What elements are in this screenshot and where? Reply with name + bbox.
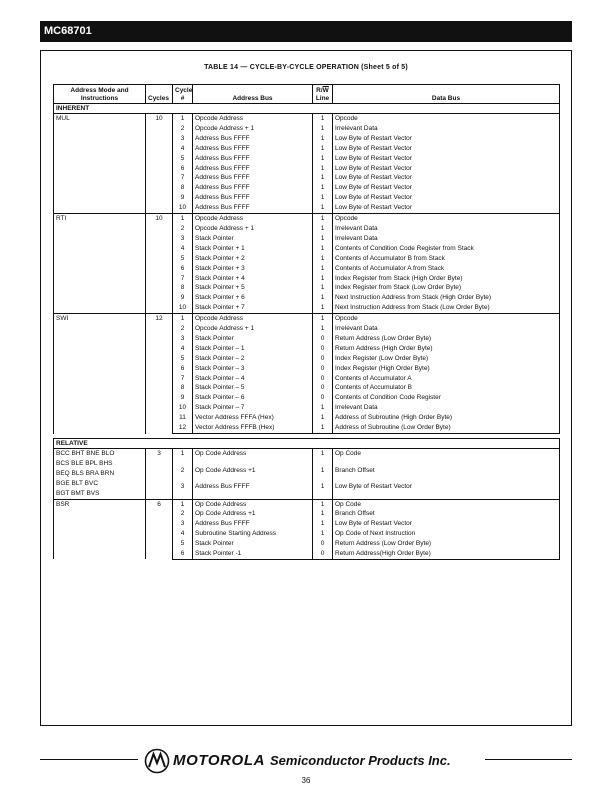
address-bus: Stack Pointer -1 [193,549,313,559]
cycle-number: 9 [173,193,193,203]
data-bus: Low Byte of Restart Vector [333,173,560,183]
data-bus: Address of Subroutine (High Order Byte) [333,413,560,423]
cycle-number: 5 [173,254,193,264]
data-bus: Low Byte of Restart Vector [333,193,560,203]
footer-rule-left [40,759,138,760]
address-bus: Stack Pointer – 4 [193,374,313,384]
cycle-number: 6 [173,364,193,374]
cycle-number: 1 [173,499,193,509]
data-bus: Index Register (High Order Byte) [333,364,560,374]
data-bus: Irrelevant Data [333,124,560,134]
rw-line: 1 [313,482,333,499]
data-bus: Return Address(High Order Byte) [333,549,560,559]
rw-line: 1 [313,203,333,213]
cycles-count: 3 [146,449,173,500]
cycles-count: 12 [146,314,173,434]
page-header [40,21,572,42]
cycle-number: 2 [173,509,193,519]
rw-line: 1 [313,293,333,303]
address-bus: Opcode Address [193,314,313,324]
data-bus: Contents of Accumulator A [333,374,560,384]
cycle-number: 1 [173,114,193,124]
rw-label-r: R/ [316,87,323,94]
cycle-number: 3 [173,482,193,499]
col-header-rw-line [313,85,333,104]
cycle-number: 6 [173,164,193,174]
address-bus: Stack Pointer [193,539,313,549]
rw-line: 1 [313,529,333,539]
data-bus: Contents of Condition Code Register from Stack [333,244,560,254]
instruction-mode: SWI [54,314,146,434]
header-title: MC68701 [44,25,92,37]
cycle-number: 1 [173,214,193,224]
rw-line: 1 [313,303,333,313]
data-bus: Branch Offset [333,466,560,482]
col-header-mode: Address Mode and Instructions [54,85,146,104]
section-title: RELATIVE [54,439,560,449]
address-bus: Address Bus FFFF [193,154,313,164]
data-bus: Op Code [333,449,560,466]
data-bus: Irrelevant Data [333,224,560,234]
data-bus: Index Register from Stack (High Order Byte) [333,274,560,284]
col-header-data-bus: Data Bus [333,85,560,104]
address-bus: Opcode Address + 1 [193,324,313,334]
cycle-number: 6 [173,264,193,274]
rw-line: 1 [313,449,333,466]
data-bus: Contents of Accumulator A from Stack [333,264,560,274]
cycle-number: 2 [173,224,193,234]
cycle-number: 3 [173,134,193,144]
data-bus: Address of Subroutine (Low Order Byte) [333,423,560,433]
address-bus: Stack Pointer + 1 [193,244,313,254]
cycle-number: 5 [173,539,193,549]
address-bus: Subroutine Starting Address [193,529,313,539]
cycle-number: 12 [173,423,193,433]
rw-line: 0 [313,364,333,374]
instruction-mode: MUL [54,114,146,214]
rw-line: 1 [313,254,333,264]
address-bus: Address Bus FFFF [193,164,313,174]
data-bus: Low Byte of Restart Vector [333,482,560,499]
address-bus: Stack Pointer + 3 [193,264,313,274]
rw-line: 1 [313,154,333,164]
rw-line: 1 [313,274,333,284]
footer [40,745,572,773]
address-bus: Stack Pointer – 2 [193,354,313,364]
cycle-number: 1 [173,314,193,324]
cycle-number: 1 [173,449,193,466]
rw-line: 1 [313,114,333,124]
address-bus: Stack Pointer – 6 [193,393,313,403]
cycles-count: 10 [146,214,173,314]
cycle-number: 5 [173,154,193,164]
address-bus: Stack Pointer – 7 [193,403,313,413]
cycle-number: 3 [173,234,193,244]
address-bus: Stack Pointer – 3 [193,364,313,374]
rw-line: 0 [313,393,333,403]
data-bus: Branch Offset [333,509,560,519]
table-row [54,214,560,224]
cycle-table [53,84,560,560]
data-bus: Irrelevant Data [333,403,560,413]
data-bus: Contents of Accumulator B from Stack [333,254,560,264]
cycle-number: 2 [173,324,193,334]
cycles-count: 10 [146,114,173,214]
col-header-cycle-num: Cycle # [173,85,193,104]
rw-line: 1 [313,509,333,519]
address-bus: Opcode Address + 1 [193,124,313,134]
rw-line: 1 [313,519,333,529]
data-bus: Return Address (Low Order Byte) [333,334,560,344]
rw-line: 1 [313,466,333,482]
table-header-row [54,85,560,104]
data-bus: Opcode [333,114,560,124]
cycle-number: 9 [173,393,193,403]
table-title: TABLE 14 — CYCLE-BY-CYCLE OPERATION (Sheet 5 of 5) [204,64,408,71]
col-header-cycles: Cycles [146,85,173,104]
motorola-logo-icon [144,748,170,774]
address-bus: Address Bus FFFF [193,144,313,154]
instruction-mode: RTI [54,214,146,314]
cycle-number: 7 [173,374,193,384]
rw-line: 0 [313,539,333,549]
address-bus: Address Bus FFFF [193,193,313,203]
cycles-count: 6 [146,499,173,559]
rw-line: 1 [313,324,333,334]
address-bus: Address Bus FFFF [193,519,313,529]
cycle-number: 4 [173,344,193,354]
address-bus: Address Bus FFFF [193,173,313,183]
table-row [54,499,560,509]
address-bus: Stack Pointer – 5 [193,383,313,393]
cycle-number: 2 [173,466,193,482]
rw-line: 0 [313,549,333,559]
cycle-number: 3 [173,519,193,529]
data-bus: Low Byte of Restart Vector [333,164,560,174]
rw-line: 1 [313,244,333,254]
cycle-number: 2 [173,124,193,134]
address-bus: Address Bus FFFF [193,482,313,499]
table-row [54,449,560,466]
data-bus: Low Byte of Restart Vector [333,144,560,154]
cycle-number: 10 [173,303,193,313]
section-row [54,439,560,449]
cycle-number: 8 [173,183,193,193]
data-bus: Low Byte of Restart Vector [333,134,560,144]
rw-line: 1 [313,144,333,154]
rw-line: 1 [313,314,333,324]
rw-line: 1 [313,423,333,433]
rw-line: 1 [313,283,333,293]
address-bus: Opcode Address [193,114,313,124]
cycle-number: 8 [173,383,193,393]
cycle-number: 10 [173,403,193,413]
instruction-mode: BCC BHT BNE BLO BCS BLE BPL BHS BEQ BLS BRA BRN BGE BLT BVC BGT BMT BVS [54,449,146,500]
data-bus: Low Byte of Restart Vector [333,154,560,164]
table-row [54,314,560,324]
data-bus: Contents of Accumulator B [333,383,560,393]
data-bus: Irrelevant Data [333,324,560,334]
footer-rule-right [485,759,572,760]
cycle-number: 4 [173,244,193,254]
address-bus: Stack Pointer + 5 [193,283,313,293]
address-bus: Stack Pointer + 4 [193,274,313,284]
data-bus: Low Byte of Restart Vector [333,203,560,213]
rw-line: 1 [313,214,333,224]
col-header-address-bus: Address Bus [193,85,313,104]
address-bus: Op Code Address +1 [193,466,313,482]
address-bus: Vector Address FFFB (Hex) [193,423,313,433]
cycle-number: 8 [173,283,193,293]
address-bus: Address Bus FFFF [193,203,313,213]
page-number: 36 [301,776,311,785]
rw-line: 1 [313,403,333,413]
cycle-number: 5 [173,354,193,364]
address-bus: Op Code Address [193,499,313,509]
rw-line: 0 [313,354,333,364]
rw-line: 1 [313,134,333,144]
rw-line: 1 [313,183,333,193]
data-bus: Op Code of Next Instruction [333,529,560,539]
data-bus: Opcode [333,214,560,224]
rw-line: 1 [313,193,333,203]
cycle-number: 4 [173,144,193,154]
rw-line: 1 [313,173,333,183]
rw-label-w: $\overline{W}$ [322,87,329,94]
data-bus: Low Byte of Restart Vector [333,183,560,193]
data-bus: Return Address (High Order Byte) [333,344,560,354]
instruction-mode: BSR [54,499,146,559]
cycle-number: 10 [173,203,193,213]
rw-line: 1 [313,124,333,134]
section-row [54,104,560,114]
address-bus: Address Bus FFFF [193,183,313,193]
cycle-number: 9 [173,293,193,303]
address-bus: Stack Pointer + 6 [193,293,313,303]
rw-line: 0 [313,344,333,354]
address-bus: Opcode Address + 1 [193,224,313,234]
cycle-number: 4 [173,529,193,539]
rw-line: 0 [313,374,333,384]
address-bus: Vector Address FFFA (Hex) [193,413,313,423]
data-bus: Contents of Condition Code Register [333,393,560,403]
rw-line: 1 [313,499,333,509]
address-bus: Opcode Address [193,214,313,224]
address-bus: Stack Pointer [193,234,313,244]
rw-line: 1 [313,164,333,174]
address-bus: Op Code Address [193,449,313,466]
rw-line: 1 [313,224,333,234]
rw-line: 0 [313,383,333,393]
section-title: INHERENT [54,104,560,114]
data-bus: Next Instruction Address from Stack (High Order Byte) [333,293,560,303]
rw-line: 1 [313,234,333,244]
address-bus: Address Bus FFFF [193,134,313,144]
rw-line: 1 [313,413,333,423]
address-bus: Op Code Address +1 [193,509,313,519]
address-bus: Stack Pointer + 2 [193,254,313,264]
address-bus: Stack Pointer + 7 [193,303,313,313]
cycle-number: 3 [173,334,193,344]
rw-line: 1 [313,264,333,274]
table-row [54,114,560,124]
rw-label-line: Line [315,95,330,102]
data-bus: Low Byte of Restart Vector [333,519,560,529]
data-bus: Index Register from Stack (Low Order Byte) [333,283,560,293]
cycle-number: 11 [173,413,193,423]
address-bus: Stack Pointer [193,334,313,344]
footer-subtitle: Semiconductor Products Inc. [270,753,451,768]
data-bus: Op Code [333,499,560,509]
table-body [54,104,560,560]
data-bus: Irrelevant Data [333,234,560,244]
data-bus: Opcode [333,314,560,324]
data-bus: Next Instruction Address from Stack (Low Order Byte) [333,303,560,313]
cycle-number: 7 [173,173,193,183]
address-bus: Stack Pointer – 1 [193,344,313,354]
footer-brand: MOTOROLA [173,752,266,769]
cycle-number: 7 [173,274,193,284]
cycle-number: 6 [173,549,193,559]
data-bus: Return Address (Low Order Byte) [333,539,560,549]
rw-line: 0 [313,334,333,344]
data-bus: Index Register (Low Order Byte) [333,354,560,364]
